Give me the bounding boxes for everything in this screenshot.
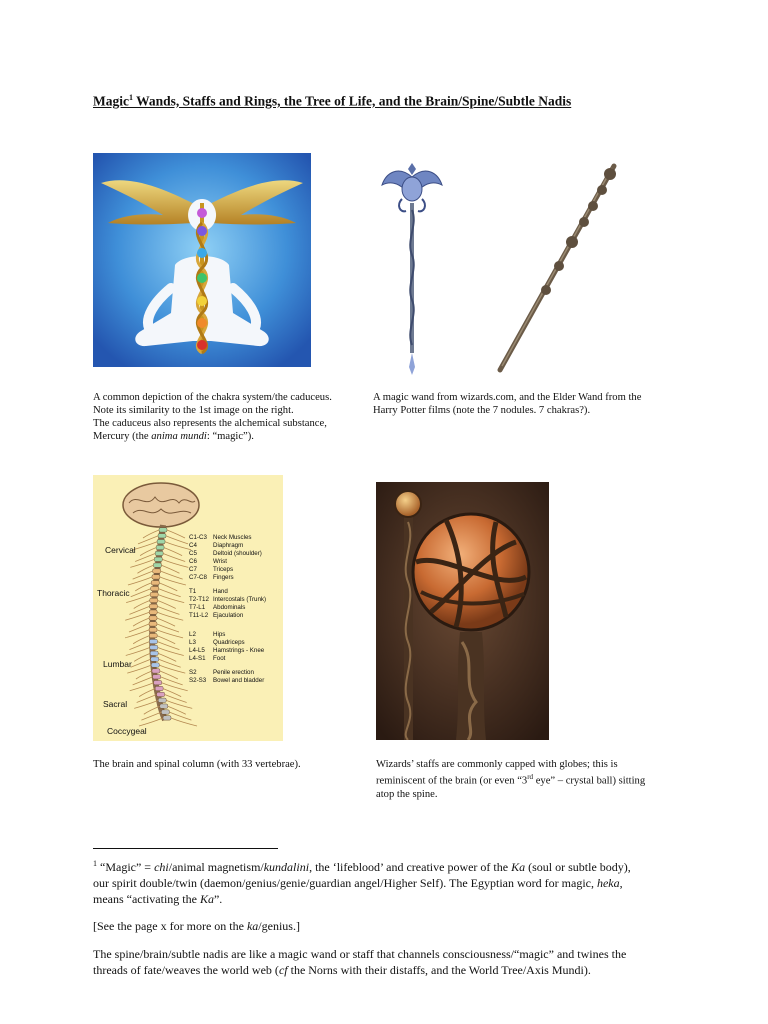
vertebra <box>149 604 157 608</box>
footnote-see-also: [See the page x for more on the ka/genius.] <box>93 919 300 933</box>
vertebra <box>149 616 157 620</box>
spine-level: L3 <box>189 639 196 646</box>
vertebra <box>153 563 161 567</box>
spine-level: C5 <box>189 550 197 557</box>
vertebra <box>155 686 163 690</box>
spine-level: C1-C3 <box>189 534 207 541</box>
spine-region-label: Sacral <box>103 699 128 709</box>
vertebra <box>150 592 158 596</box>
spine-function: Quadriceps <box>213 639 245 646</box>
vertebra <box>151 581 159 585</box>
spine-function-row <box>189 669 283 677</box>
vertebra <box>152 575 160 579</box>
spine-region-label: Coccygeal <box>107 726 147 736</box>
footnote-ref[interactable]: 1 <box>129 93 133 102</box>
spine-level: C4 <box>189 542 197 549</box>
wizard-staff-image <box>376 482 549 740</box>
caption-spine: The brain and spinal column (with 33 vertebrae). <box>93 759 301 770</box>
spine-function-table <box>189 534 283 685</box>
body-paragraph: The spine/brain/subtle nadis are like a magic wand or staff that channels consciousness/“magic” and twines the threads of fate/weaves the world web (cf the Norns with their distaffs, and the World Tree/Axis Mundi). <box>93 947 627 977</box>
page-title: Magic$^1$ Wands, Staffs and Rings, the Tree of Life, and the Brain/Spine/Subtle Nadis <box>93 93 572 109</box>
vertebra <box>149 633 157 637</box>
spine-region-label: Lumbar <box>103 659 132 669</box>
spine-function-row <box>189 574 283 582</box>
vertebra <box>150 598 158 602</box>
footnote-marker: 1 <box>93 859 97 868</box>
vertebra <box>154 680 162 684</box>
vertebra <box>149 639 157 643</box>
spine-function-row <box>189 647 283 655</box>
spine-function-row <box>189 639 283 647</box>
spine-function-row <box>189 558 283 566</box>
spine-level: T7-L1 <box>189 604 206 611</box>
spine-function-row <box>189 542 283 550</box>
caption-wand: A magic wand from wizards.com, and the Elder Wand from the Harry Potter films (note the 7 nodules. 7 chakras?). <box>373 392 642 416</box>
spine-function-row <box>189 677 283 685</box>
vertebra <box>149 622 157 626</box>
spine-function: Fingers <box>213 574 234 581</box>
spine-function-row <box>189 604 283 612</box>
footnote: $^1$ “Magic” = chi/animal magnetism/kundalini, the ‘lifeblood’ and creative power of the Ka (soul or subtle body), our spirit double/twin (daemon/genius/genie/guardian angel/Higher Self). The Egyptian word for magic, heka, means “activating the Ka”. <box>93 859 631 906</box>
spine-function: Penile erection <box>213 669 254 676</box>
spine-level: T11-L2 <box>189 612 209 619</box>
vertebra <box>161 710 169 714</box>
vertebra <box>154 557 162 561</box>
vertebra <box>153 675 161 679</box>
spine-chart-image <box>93 475 283 741</box>
caption-chakra: A common depiction of the chakra system/the caduceus. Note its similarity to the 1st image on the right. The caduceus also represents the alchemical substance, Mercury (the anima mundi: “magic”). <box>93 392 332 442</box>
spine-level: T2-T12 <box>189 596 209 603</box>
spine-region-label: Thoracic <box>97 588 130 598</box>
spine-level: L4-L5 <box>189 647 205 654</box>
vertebra <box>149 628 157 632</box>
spine-function-row <box>189 550 283 558</box>
spine-function: Diaphragm <box>213 542 244 549</box>
spine-function-row <box>189 588 283 596</box>
vertebra <box>151 663 159 667</box>
spine-level: C7-C8 <box>189 574 207 581</box>
spine-function-row <box>189 596 283 604</box>
caption-staff: Wizards’ staffs are commonly capped with globes; this is reminiscent of the brain (or even “3rd eye” – crystal ball) sitting atop the spine. <box>376 759 646 800</box>
vertebra <box>152 669 160 673</box>
vertebra <box>158 534 166 538</box>
footnote-separator <box>93 848 278 849</box>
spine-function-row <box>189 631 283 639</box>
spine-function: Abdominals <box>213 604 246 611</box>
vertebra <box>156 545 164 549</box>
vertebra <box>160 704 168 708</box>
vertebra <box>150 651 158 655</box>
vertebra <box>158 698 166 702</box>
spine-function: Triceps <box>213 566 234 573</box>
vertebra <box>155 551 163 555</box>
spine-function: Deltoid (shoulder) <box>213 550 262 557</box>
vertebra <box>157 692 165 696</box>
spine-function: Intercostals (Trunk) <box>213 596 267 603</box>
vertebra <box>150 645 158 649</box>
spine-level: C6 <box>189 558 197 565</box>
spine-function: Foot <box>213 655 226 662</box>
vertebra <box>163 716 171 720</box>
spine-level: L4-S1 <box>189 655 206 662</box>
chakra-caduceus-image <box>93 153 311 367</box>
spine-function: Hamstrings - Knee <box>213 647 265 654</box>
spine-function: Wrist <box>213 558 227 565</box>
spine-function-row <box>189 655 283 663</box>
spine-function-row <box>189 534 283 542</box>
vertebra <box>153 569 161 573</box>
spine-level: C7 <box>189 566 197 573</box>
spine-level: L2 <box>189 631 196 638</box>
spine-region-label: Cervical <box>105 545 136 555</box>
spine-function-row <box>189 566 283 574</box>
spine-function: Bowel and bladder <box>213 677 265 684</box>
spine-level: S2-S3 <box>189 677 207 684</box>
spine-level: T1 <box>189 588 197 595</box>
vertebra <box>159 528 167 532</box>
spine-level: S2 <box>189 669 197 676</box>
magic-wand-image <box>378 155 446 377</box>
spine-function: Ejaculation <box>213 612 244 619</box>
vertebra <box>151 586 159 590</box>
spine-function: Hand <box>213 588 228 595</box>
vertebra <box>149 610 157 614</box>
elder-wand-image <box>492 160 622 374</box>
spine-function: Hips <box>213 631 226 638</box>
spine-function: Neck Muscles <box>213 534 252 541</box>
vertebra <box>151 657 159 661</box>
vertebra <box>157 539 165 543</box>
spine-function-row <box>189 612 283 620</box>
